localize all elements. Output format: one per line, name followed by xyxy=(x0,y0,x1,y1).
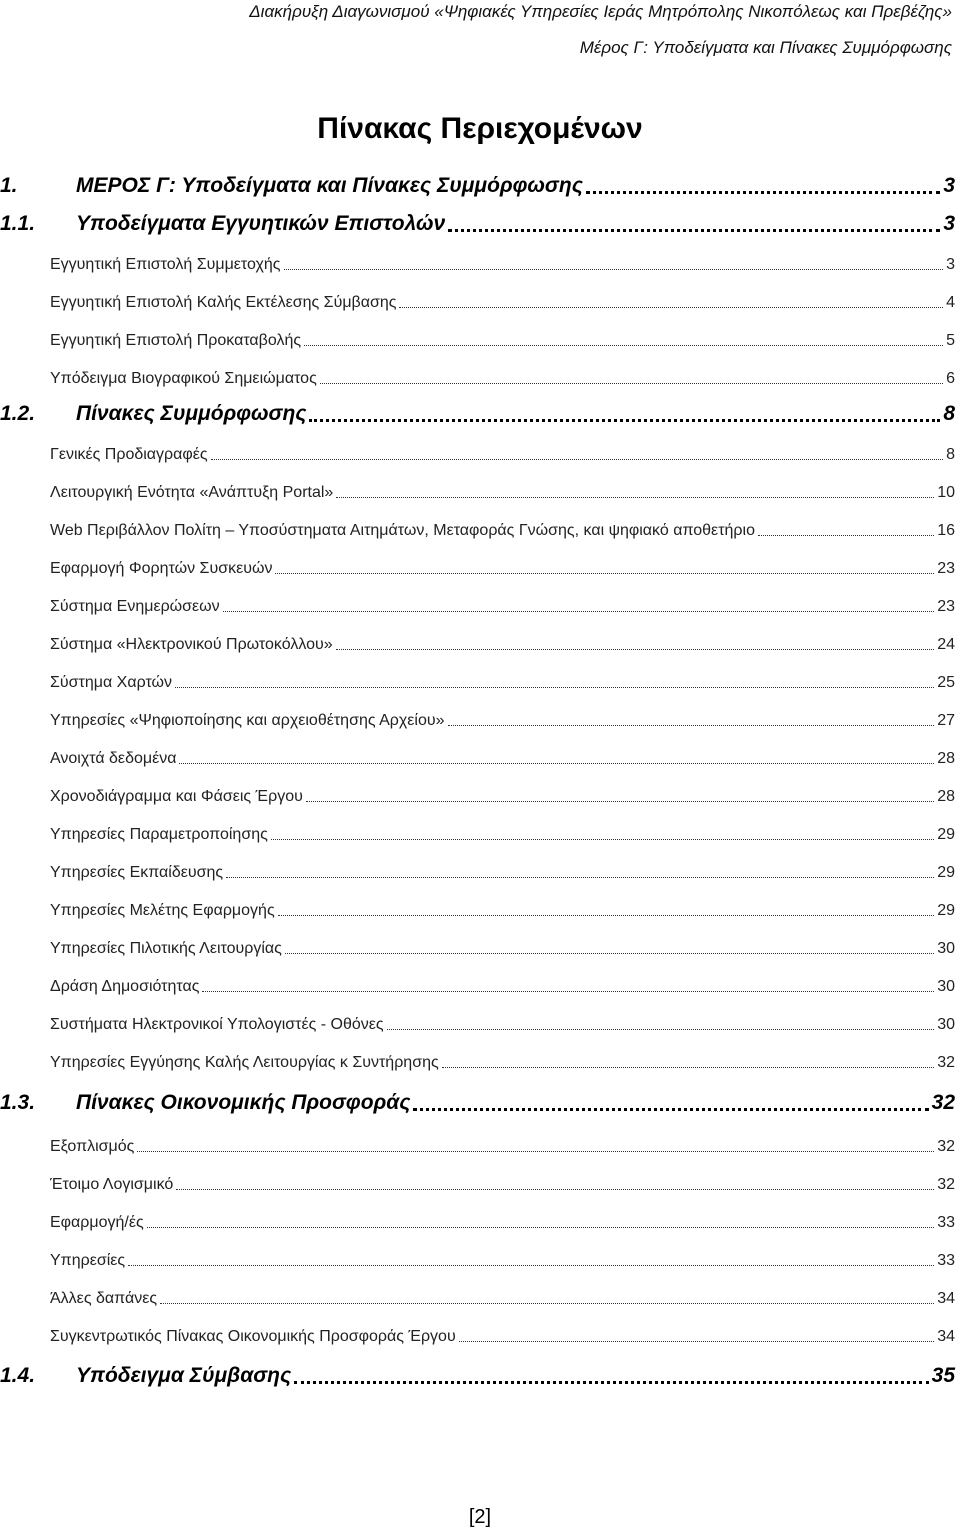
toc-subsection-entry[interactable] xyxy=(0,590,955,620)
toc-entry-number: 1.3. xyxy=(0,1091,36,1114)
toc-section-entry[interactable] xyxy=(0,1089,955,1119)
toc-dot-leader xyxy=(284,269,944,270)
toc-entry-page: 32 xyxy=(937,1176,955,1193)
toc-entry-label: Υποδείγματα Εγγυητικών Επιστολών xyxy=(76,212,446,235)
toc-dot-leader xyxy=(128,1265,934,1266)
toc-dot-leader xyxy=(399,307,943,308)
toc-entry-label: Υπηρεσίες Πιλοτικής Λειτουργίας xyxy=(50,940,282,957)
toc-entry-number: 1.4. xyxy=(0,1364,36,1387)
toc-entry-page: 29 xyxy=(937,902,955,919)
toc-entry-number: 1.2. xyxy=(0,402,36,425)
toc-dot-leader xyxy=(211,459,943,460)
toc-entry-number: 1.1. xyxy=(0,212,36,235)
toc-entry-label: Πίνακες Συμμόρφωσης xyxy=(76,402,307,425)
toc-dot-leader xyxy=(223,611,935,612)
toc-entry-label: Εφαρμογή/ές xyxy=(50,1214,144,1231)
toc-entry-page: 27 xyxy=(937,712,955,729)
toc-entry-label: Υπηρεσίες Εγγύησης Καλής Λειτουργίας κ Συντήρησης xyxy=(50,1054,439,1071)
toc-entry-page: 34 xyxy=(937,1328,955,1345)
toc-dot-leader xyxy=(448,229,940,232)
document-header-subtitle: Μέρος Γ: Υποδείγματα και Πίνακες Συμμόρφωσης xyxy=(579,38,952,57)
toc-entry-label: Πίνακες Οικονομικής Προσφοράς xyxy=(76,1091,411,1114)
toc-dot-leader xyxy=(278,915,935,916)
toc-dot-leader xyxy=(179,763,934,764)
toc-dot-leader xyxy=(275,573,934,574)
toc-subsection-entry[interactable] xyxy=(0,362,955,392)
toc-subsection-entry[interactable] xyxy=(0,1244,955,1274)
toc-subsection-entry[interactable] xyxy=(0,248,955,278)
toc-entry-label: Σύστημα «Ηλεκτρονικού Πρωτοκόλλου» xyxy=(50,636,333,653)
toc-section-entry[interactable] xyxy=(0,400,955,430)
toc-subsection-entry[interactable] xyxy=(0,666,955,696)
toc-dot-leader xyxy=(459,1341,935,1342)
toc-entry-label: Υπηρεσίες Μελέτης Εφαρμογής xyxy=(50,902,275,919)
toc-entry-page: 28 xyxy=(937,788,955,805)
toc-entry-page: 29 xyxy=(937,864,955,881)
toc-dot-leader xyxy=(336,497,934,498)
toc-dot-leader xyxy=(202,991,934,992)
toc-dot-leader xyxy=(586,191,940,194)
toc-entry-page: 5 xyxy=(946,332,955,349)
toc-subsection-entry[interactable] xyxy=(0,780,955,810)
toc-subsection-entry[interactable] xyxy=(0,1206,955,1236)
toc-subsection-entry[interactable] xyxy=(0,1282,955,1312)
toc-entry-page: 35 xyxy=(931,1364,955,1387)
toc-entry-page: 6 xyxy=(946,370,955,387)
toc-dot-leader xyxy=(336,649,935,650)
toc-dot-leader xyxy=(442,1067,935,1068)
toc-section-entry[interactable] xyxy=(0,1362,955,1392)
toc-subsection-entry[interactable] xyxy=(0,514,955,544)
toc-entry-label: Άλλες δαπάνες xyxy=(50,1290,158,1307)
toc-dot-leader xyxy=(175,687,934,688)
page-number: [2] xyxy=(468,1506,492,1528)
toc-entry-page: 28 xyxy=(937,750,955,767)
toc-entry-label: Εγγυητική Επιστολή Συμμετοχής xyxy=(50,256,281,273)
toc-entry-label: Λειτουργική Ενότητα «Ανάπτυξη Portal» xyxy=(50,484,334,501)
toc-subsection-entry[interactable] xyxy=(0,476,955,506)
toc-title: Πίνακας Περιεχομένων xyxy=(317,112,643,145)
toc-entry-page: 33 xyxy=(937,1252,955,1269)
toc-entry-label: Εγγυητική Επιστολή Προκαταβολής xyxy=(50,332,302,349)
toc-entry-page: 30 xyxy=(937,978,955,995)
toc-entry-label: Ανοιχτά δεδομένα xyxy=(50,750,177,767)
toc-subsection-entry[interactable] xyxy=(0,818,955,848)
toc-dot-leader xyxy=(226,877,934,878)
toc-entry-page: 3 xyxy=(943,212,955,235)
toc-entry-page: 16 xyxy=(937,522,955,539)
toc-entry-page: 10 xyxy=(937,484,955,501)
toc-subsection-entry[interactable] xyxy=(0,324,955,354)
toc-dot-leader xyxy=(160,1303,934,1304)
toc-dot-leader xyxy=(147,1227,935,1228)
toc-subsection-entry[interactable] xyxy=(0,970,955,1000)
toc-dot-leader xyxy=(320,383,943,384)
toc-entry-label: Σύστημα Ενημερώσεων xyxy=(50,598,220,615)
toc-entry-label: Συγκεντρωτικός Πίνακας Οικονομικής Προσφοράς Έργου xyxy=(50,1328,456,1345)
toc-subsection-entry[interactable] xyxy=(0,286,955,316)
toc-subsection-entry[interactable] xyxy=(0,932,955,962)
toc-section-entry[interactable] xyxy=(0,210,955,240)
toc-entry-page: 30 xyxy=(937,940,955,957)
toc-entry-label: Γενικές Προδιαγραφές xyxy=(50,446,208,463)
toc-entry-number: 1. xyxy=(0,174,18,197)
toc-entry-page: 4 xyxy=(946,294,955,311)
toc-dot-leader xyxy=(387,1029,935,1030)
toc-subsection-entry[interactable] xyxy=(0,704,955,734)
toc-subsection-entry[interactable] xyxy=(0,856,955,886)
toc-subsection-entry[interactable] xyxy=(0,1046,955,1076)
toc-subsection-entry[interactable] xyxy=(0,1130,955,1160)
toc-entry-page: 30 xyxy=(937,1016,955,1033)
toc-subsection-entry[interactable] xyxy=(0,552,955,582)
toc-entry-page: 32 xyxy=(931,1091,955,1114)
toc-entry-label: Εξοπλισμός xyxy=(50,1138,135,1155)
toc-entry-page: 25 xyxy=(937,674,955,691)
toc-dot-leader xyxy=(271,839,934,840)
toc-entry-label: Υπόδειγμα Βιογραφικού Σημειώματος xyxy=(50,370,317,387)
toc-entry-page: 3 xyxy=(946,256,955,273)
toc-entry-page: 8 xyxy=(943,402,955,425)
toc-entry-page: 32 xyxy=(937,1138,955,1155)
toc-entry-label: Εγγυητική Επιστολή Καλής Εκτέλεσης Σύμβασης xyxy=(50,294,397,311)
toc-subsection-entry[interactable] xyxy=(0,894,955,924)
toc-entry-page: 23 xyxy=(937,598,955,615)
toc-entry-label: Υπηρεσίες xyxy=(50,1252,126,1269)
toc-entry-label: Υπηρεσίες Παραμετροποίησης xyxy=(50,826,268,843)
toc-entry-page: 29 xyxy=(937,826,955,843)
toc-entry-label: Έτοιμο Λογισμικό xyxy=(50,1176,174,1193)
toc-entry-label: Υπόδειγμα Σύμβασης xyxy=(76,1364,292,1387)
toc-subsection-entry[interactable] xyxy=(0,438,955,468)
toc-section-entry[interactable] xyxy=(0,172,955,202)
toc-entry-page: 33 xyxy=(937,1214,955,1231)
toc-dot-leader xyxy=(285,953,934,954)
toc-dot-leader xyxy=(306,801,934,802)
toc-subsection-entry[interactable] xyxy=(0,1008,955,1038)
toc-entry-label: Συστήματα Ηλεκτρονικοί Υπολογιστές - Οθόνες xyxy=(50,1016,384,1033)
toc-entry-label: Υπηρεσίες «Ψηφιοποίησης και αρχειοθέτησης Αρχείου» xyxy=(50,712,445,729)
toc-entry-page: 23 xyxy=(937,560,955,577)
toc-entry-page: 24 xyxy=(937,636,955,653)
toc-dot-leader xyxy=(304,345,943,346)
toc-dot-leader xyxy=(758,535,934,536)
toc-entry-label: ΜΕΡΟΣ Γ: Υποδείγματα και Πίνακες Συμμόρφωσης xyxy=(76,174,583,197)
toc-dot-leader xyxy=(309,419,940,422)
toc-subsection-entry[interactable] xyxy=(0,628,955,658)
toc-dot-leader xyxy=(294,1381,928,1384)
toc-entry-label: Εφαρμογή Φορητών Συσκευών xyxy=(50,560,273,577)
toc-dot-leader xyxy=(176,1189,934,1190)
document-header-title: Διακήρυξη Διαγωνισμού «Ψηφιακές Υπηρεσίες Ιεράς Μητρόπολης Νικοπόλεως και Πρεβέζης» xyxy=(249,2,952,21)
toc-subsection-entry[interactable] xyxy=(0,1168,955,1198)
toc-subsection-entry[interactable] xyxy=(0,742,955,772)
toc-entry-page: 34 xyxy=(937,1290,955,1307)
toc-entry-page: 3 xyxy=(943,174,955,197)
toc-entry-page: 32 xyxy=(937,1054,955,1071)
toc-subsection-entry[interactable] xyxy=(0,1320,955,1350)
toc-dot-leader xyxy=(137,1151,934,1152)
toc-entry-label: Σύστημα Χαρτών xyxy=(50,674,173,691)
toc-entry-label: Χρονοδιάγραμμα και Φάσεις Έργου xyxy=(50,788,303,805)
toc-entry-label: Δράση Δημοσιότητας xyxy=(50,978,200,995)
toc-entry-label: Web Περιβάλλον Πολίτη – Υποσύστηματα Αιτημάτων, Μεταφοράς Γνώσης, και ψηφιακό αποθετήριο xyxy=(50,522,755,539)
toc-entry-page: 8 xyxy=(946,446,955,463)
toc-dot-leader xyxy=(413,1108,928,1111)
toc-entry-label: Υπηρεσίες Εκπαίδευσης xyxy=(50,864,224,881)
toc-dot-leader xyxy=(448,725,935,726)
